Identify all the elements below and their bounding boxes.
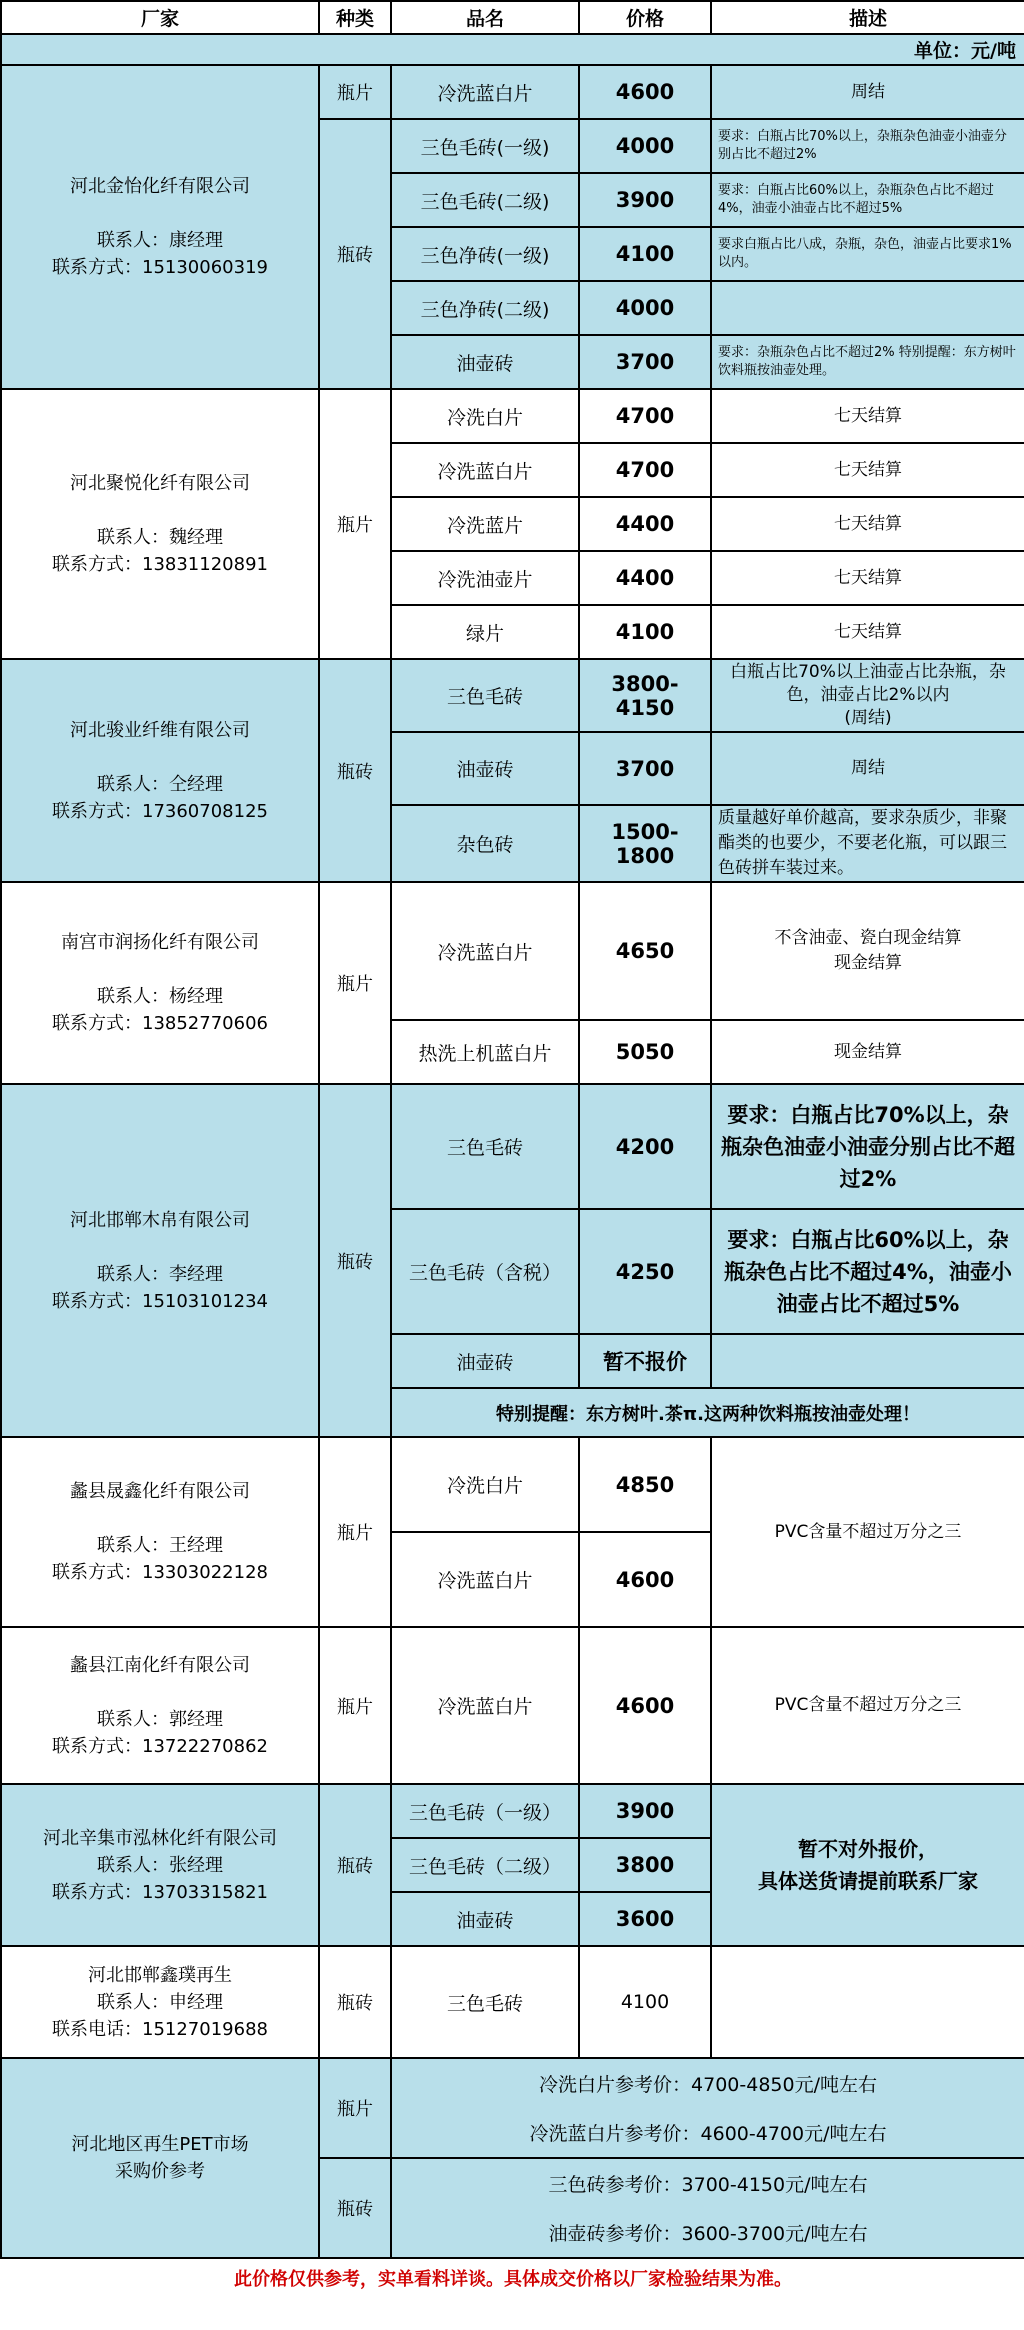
header-desc: 描述 <box>711 1 1024 34</box>
desc-text: 暂不对外报价， <box>798 1837 938 1861</box>
desc-cell <box>711 281 1024 335</box>
notice: 特别提醒：东方树叶.茶π.这两种饮料瓶按油壶处理！ <box>391 1388 1024 1437</box>
reference-price: 冷洗蓝白片参考价：4600-4700元/吨左右 <box>391 2108 1024 2158</box>
price-cell: 4000 <box>579 281 711 335</box>
price-cell: 4100 <box>579 605 711 659</box>
product-cell: 杂色砖 <box>391 805 579 882</box>
unit-label: 单位：元/吨 <box>1 34 1024 65</box>
header-factory: 厂家 <box>1 1 319 34</box>
company-phone: 联系方式：13831120891 <box>52 554 268 575</box>
type-cell: 瓶砖 <box>319 119 391 389</box>
price-cell: 4200 <box>579 1084 711 1209</box>
market-subtitle: 采购价参考 <box>115 2161 205 2182</box>
product-cell: 三色毛砖 <box>391 1946 579 2058</box>
company-phone: 联系方式：13703315821 <box>52 1881 268 1903</box>
desc-cell: PVC含量不超过万分之三 <box>711 1627 1024 1784</box>
product-cell: 三色净砖(二级) <box>391 281 579 335</box>
company-phone: 联系方式：13303022128 <box>52 1562 268 1583</box>
price-cell: 3700 <box>579 335 711 389</box>
company-name: 河北骏业纤维有限公司 <box>70 719 250 741</box>
header-product: 品名 <box>391 1 579 34</box>
product-cell: 冷洗白片 <box>391 1437 579 1532</box>
company-contact: 联系人：张经理 <box>97 1854 223 1876</box>
price-cell: 3900 <box>579 1784 711 1838</box>
product-cell: 绿片 <box>391 605 579 659</box>
type-cell: 瓶片 <box>319 2058 391 2158</box>
desc-cell <box>711 882 1024 1020</box>
company-contact: 联系人：康经理 <box>97 230 223 251</box>
company-contact: 联系人：李经理 <box>97 1263 223 1285</box>
desc-cell: 周结 <box>711 732 1024 805</box>
company-cell <box>1 65 319 389</box>
desc-text: 白瓶占比70%以上油壶占比杂瓶，杂色，油壶占比2%以内 <box>730 662 1006 705</box>
type-cell: 瓶片 <box>319 389 391 659</box>
type-cell: 瓶片 <box>319 882 391 1084</box>
company-phone: 联系方式：13722270862 <box>52 1735 268 1757</box>
company-phone: 联系方式：15103101234 <box>52 1290 268 1312</box>
company-cell <box>1 1627 319 1784</box>
company-contact: 联系人：申经理 <box>97 1991 223 2013</box>
desc-text: 不含油壶、瓷白现金结算 <box>774 928 962 948</box>
company-contact: 联系人：仝经理 <box>97 773 223 795</box>
product-cell: 三色毛砖(二级) <box>391 173 579 227</box>
footer-disclaimer: 此价格仅供参考，实单看料详谈。具体成交价格以厂家检验结果为准。 <box>1 2258 1024 2296</box>
desc-cell: 周结 <box>711 65 1024 119</box>
desc-cell: 要求：白瓶占比60%以上，杂瓶杂色占比不超过4%，油壶小油壶占比不超过5% <box>711 173 1024 227</box>
type-cell: 瓶砖 <box>319 2158 391 2258</box>
product-cell: 冷洗白片 <box>391 389 579 443</box>
company-phone: 联系方式：15130060319 <box>52 257 268 278</box>
company-cell <box>1 1437 319 1627</box>
price-cell: 4400 <box>579 497 711 551</box>
desc-cell: 要求：白瓶占比70%以上，杂瓶杂色油壶小油壶分别占比不超过2% <box>711 1084 1024 1209</box>
type-cell: 瓶砖 <box>319 659 391 882</box>
company-cell <box>1 2058 319 2258</box>
product-cell: 冷洗蓝白片 <box>391 1532 579 1627</box>
header-row <box>1 1 1024 34</box>
product-cell: 三色毛砖 <box>391 659 579 732</box>
company-name: 河北邯郸木帛有限公司 <box>70 1209 250 1231</box>
company-name: 河北聚悦化纤有限公司 <box>70 473 250 494</box>
type-cell: 瓶片 <box>319 1437 391 1627</box>
price-cell: 4600 <box>579 1532 711 1627</box>
product-cell: 油壶砖 <box>391 1892 579 1946</box>
company-cell <box>1 659 319 882</box>
header-type: 种类 <box>319 1 391 34</box>
price-cell: 3800-4150 <box>579 659 711 732</box>
desc-cell: 要求白瓶占比八成，杂瓶，杂色，油壶占比要求1%以内。 <box>711 227 1024 281</box>
company-name: 南宫市润扬化纤有限公司 <box>61 932 259 953</box>
desc-text: 现金结算 <box>834 953 902 973</box>
desc-cell: 七天结算 <box>711 551 1024 605</box>
product-cell: 三色毛砖（一级） <box>391 1784 579 1838</box>
company-contact: 联系人：王经理 <box>97 1535 223 1556</box>
desc-cell: 七天结算 <box>711 443 1024 497</box>
product-cell: 冷洗蓝片 <box>391 497 579 551</box>
reference-price: 油壶砖参考价：3600-3700元/吨左右 <box>391 2208 1024 2258</box>
reference-price: 三色砖参考价：3700-4150元/吨左右 <box>391 2158 1024 2208</box>
desc-text: 具体送货请提前联系厂家 <box>758 1869 978 1893</box>
company-name: 河北邯郸鑫璞再生 <box>88 1964 232 1986</box>
header-price: 价格 <box>579 1 711 34</box>
product-cell: 三色毛砖 <box>391 1084 579 1209</box>
company-cell <box>1 882 319 1084</box>
desc-cell: 七天结算 <box>711 497 1024 551</box>
type-cell: 瓶片 <box>319 65 391 119</box>
price-cell: 3600 <box>579 1892 711 1946</box>
product-cell: 热洗上机蓝白片 <box>391 1020 579 1084</box>
product-cell: 油壶砖 <box>391 732 579 805</box>
price-cell: 4850 <box>579 1437 711 1532</box>
price-cell: 4000 <box>579 119 711 173</box>
desc-cell: PVC含量不超过万分之三 <box>711 1437 1024 1627</box>
type-cell: 瓶砖 <box>319 1946 391 2058</box>
desc-cell <box>711 659 1024 732</box>
company-name: 河北金怡化纤有限公司 <box>70 176 250 197</box>
product-cell: 三色净砖(一级) <box>391 227 579 281</box>
company-name: 河北辛集市泓林化纤有限公司 <box>43 1827 277 1849</box>
company-cell <box>1 1784 319 1946</box>
company-phone: 联系方式：17360708125 <box>52 800 268 822</box>
price-cell: 暂不报价 <box>579 1334 711 1388</box>
price-cell: 4250 <box>579 1209 711 1334</box>
price-cell: 1500-1800 <box>579 805 711 882</box>
company-phone: 联系方式：13852770606 <box>52 1013 268 1034</box>
product-cell: 三色毛砖（含税） <box>391 1209 579 1334</box>
desc-cell: 现金结算 <box>711 1020 1024 1084</box>
desc-cell <box>711 1784 1024 1946</box>
product-cell: 冷洗蓝白片 <box>391 1627 579 1784</box>
desc-cell: 要求：白瓶占比70%以上，杂瓶杂色油壶小油壶分别占比不超过2% <box>711 119 1024 173</box>
desc-cell: 要求：杂瓶杂色占比不超过2% 特别提醒：东方树叶饮料瓶按油壶处理。 <box>711 335 1024 389</box>
product-cell: 冷洗蓝白片 <box>391 882 579 1020</box>
desc-cell: 七天结算 <box>711 389 1024 443</box>
company-cell <box>1 389 319 659</box>
company-name: 蠡县晟鑫化纤有限公司 <box>70 1481 250 1502</box>
type-cell: 瓶砖 <box>319 1084 391 1437</box>
price-cell: 4600 <box>579 65 711 119</box>
price-cell: 4700 <box>579 389 711 443</box>
desc-cell: 七天结算 <box>711 605 1024 659</box>
desc-cell: 质量越好单价越高，要求杂质少，非聚酯类的也要少，不要老化瓶，可以跟三色砖拼车装过来。 <box>711 805 1024 882</box>
product-cell: 三色毛砖（二级） <box>391 1838 579 1892</box>
company-name: 蠡县江南化纤有限公司 <box>70 1654 250 1676</box>
product-cell: 冷洗油壶片 <box>391 551 579 605</box>
price-cell: 3700 <box>579 732 711 805</box>
price-cell: 3800 <box>579 1838 711 1892</box>
desc-cell <box>711 1946 1024 2058</box>
price-cell: 4600 <box>579 1627 711 1784</box>
price-cell: 4650 <box>579 882 711 1020</box>
price-cell: 3900 <box>579 173 711 227</box>
price-cell: 4700 <box>579 443 711 497</box>
product-cell: 三色毛砖(一级) <box>391 119 579 173</box>
type-cell: 瓶砖 <box>319 1784 391 1946</box>
desc-cell: 要求：白瓶占比60%以上，杂瓶杂色占比不超过4%，油壶小油壶占比不超过5% <box>711 1209 1024 1334</box>
company-cell <box>1 1084 319 1437</box>
reference-price: 冷洗白片参考价：4700-4850元/吨左右 <box>391 2058 1024 2108</box>
company-contact: 联系人：郭经理 <box>97 1708 223 1730</box>
price-cell: 4400 <box>579 551 711 605</box>
product-cell: 油壶砖 <box>391 335 579 389</box>
product-cell: 油壶砖 <box>391 1334 579 1388</box>
price-cell: 4100 <box>579 227 711 281</box>
company-phone: 联系电话：15127019688 <box>52 2018 268 2040</box>
company-contact: 联系人：杨经理 <box>97 986 223 1007</box>
price-cell: 4100 <box>579 1946 711 2058</box>
type-cell: 瓶片 <box>319 1627 391 1784</box>
desc-text: (周结) <box>844 708 892 728</box>
price-cell: 5050 <box>579 1020 711 1084</box>
company-contact: 联系人：魏经理 <box>97 527 223 548</box>
product-cell: 冷洗蓝白片 <box>391 443 579 497</box>
company-cell <box>1 1946 319 2058</box>
desc-cell <box>711 1334 1024 1388</box>
market-title: 河北地区再生PET市场 <box>71 2134 249 2155</box>
product-cell: 冷洗蓝白片 <box>391 65 579 119</box>
